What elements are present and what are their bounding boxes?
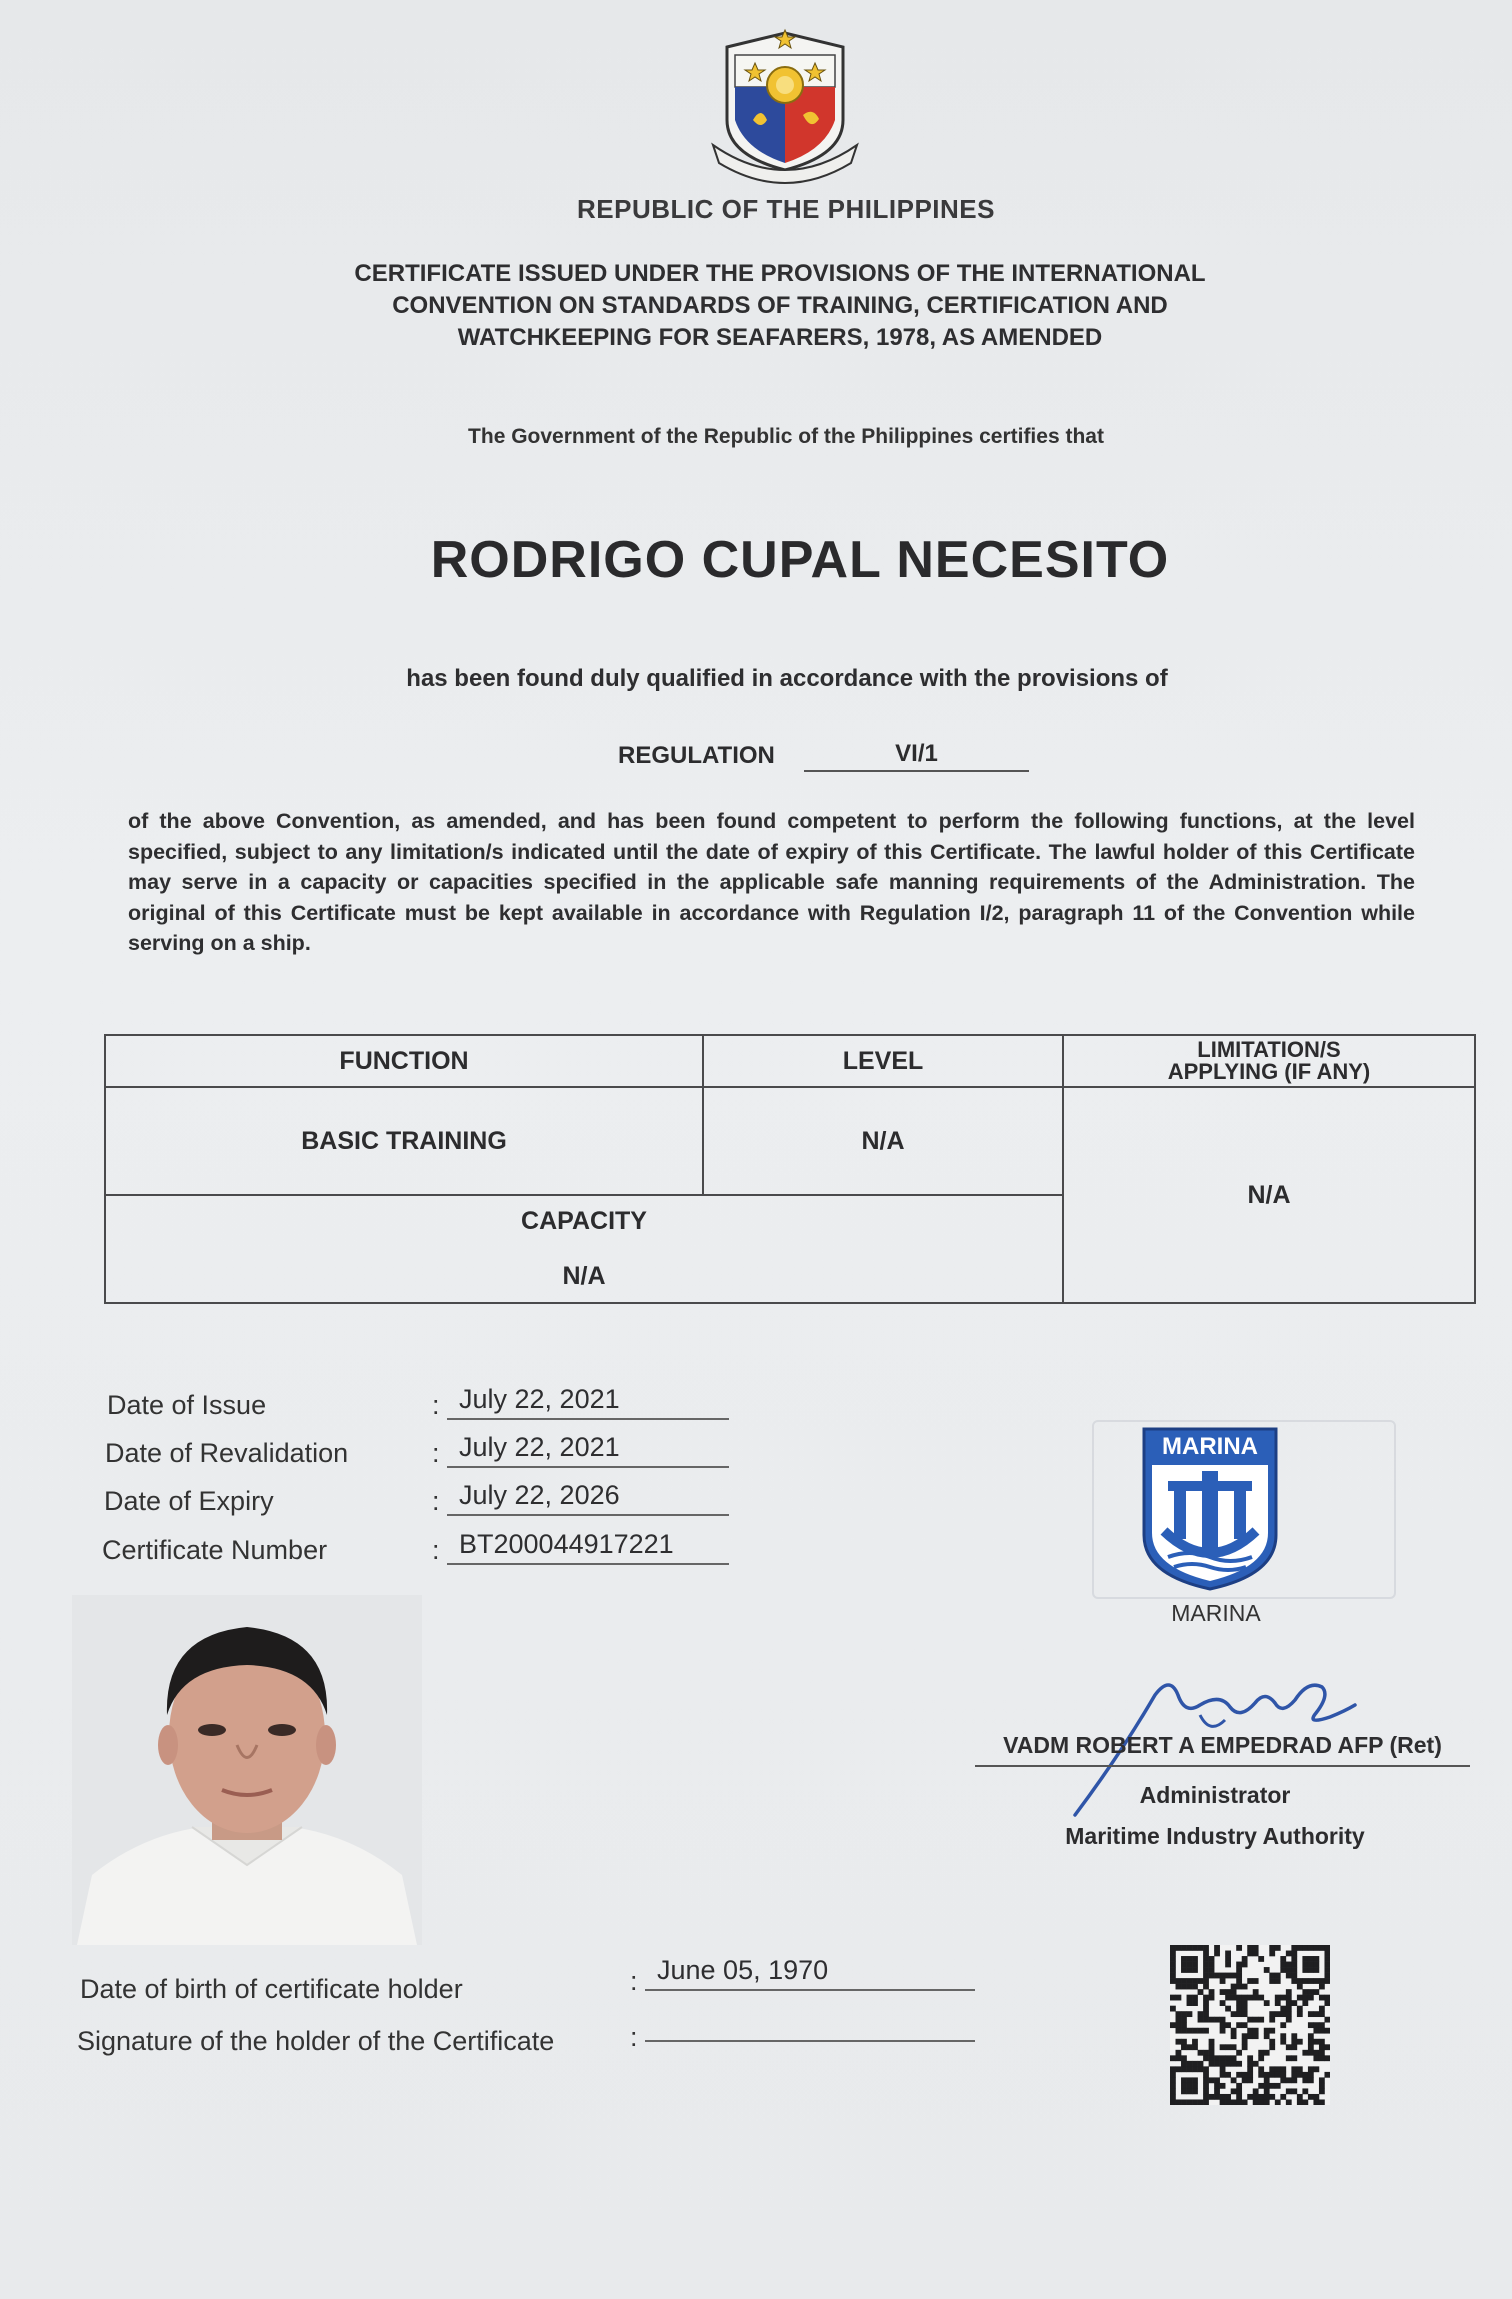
administrator-organization: Maritime Industry Authority — [1065, 1823, 1365, 1849]
capacity-cell — [104, 1194, 1064, 1304]
administrator-title: Administrator — [1139, 1782, 1291, 1808]
qualified-text: has been found duly qualified in accordance with the provisions of — [406, 665, 1168, 692]
administrator-name: VADM ROBERT A EMPEDRAD AFP (Ret) — [975, 1732, 1470, 1767]
holder-signature-line — [645, 2010, 975, 2042]
country-heading: REPUBLIC OF THE PHILIPPINES — [577, 194, 995, 224]
limitations-value: N/A — [1062, 1086, 1476, 1304]
holder-photo — [72, 1595, 422, 1945]
colon: : — [432, 1535, 440, 1565]
capacity-value: N/A — [562, 1262, 606, 1290]
colon: : — [432, 1438, 440, 1468]
level-value: N/A — [702, 1086, 1064, 1196]
certificate-number-value: BT200044917221 — [447, 1529, 729, 1565]
convention-line: CONVENTION ON STANDARDS OF TRAINING, CERTIFICATION AND — [392, 292, 1168, 319]
limitations-header-line: LIMITATION/S — [1197, 1037, 1341, 1062]
qr-code-icon — [1170, 1945, 1330, 2105]
capacity-header: CAPACITY — [521, 1207, 647, 1235]
limitations-header-line: APPLYING (IF ANY) — [1167, 1059, 1371, 1084]
holder-signature-label: Signature of the holder of the Certificate — [77, 2026, 555, 2056]
convention-line: WATCHKEEPING FOR SEAFARERS, 1978, AS AMENDED — [457, 324, 1103, 351]
dob-label: Date of birth of certificate holder — [80, 1974, 463, 2004]
dob-value: June 05, 1970 — [645, 1955, 975, 1991]
date-of-issue-value: July 22, 2021 — [447, 1384, 729, 1420]
date-of-expiry-label: Date of Expiry — [104, 1486, 274, 1516]
colon: : — [630, 1966, 638, 1996]
marina-logo-icon — [1138, 1425, 1282, 1593]
convention-line: CERTIFICATE ISSUED UNDER THE PROVISIONS OF THE INTERNATIONAL — [354, 260, 1206, 287]
body-paragraph: of the above Convention, as amended, and has been found competent to perform the following functions, at the level specified, subject to any limitation/s indicated until the date of expiry of this Certificate. The lawful holder of this Certificate may serve in a capacity or capacities specified in the applicable safe manning requirements of the Administration. The original of this Certificate must be kept available in accordance with Regulation I/2, paragraph 11 of the Convention while serving on a ship. — [128, 809, 1415, 955]
marina-caption: MARINA — [1171, 1600, 1261, 1626]
date-of-expiry-value: July 22, 2026 — [447, 1480, 729, 1516]
function-header: FUNCTION — [104, 1034, 704, 1088]
regulation-value: VI/1 — [804, 740, 1029, 772]
holder-name: RODRIGO CUPAL NECESITO — [430, 531, 1170, 589]
function-table — [104, 1034, 1476, 1304]
marina-logo-text: MARINA — [1162, 1433, 1258, 1460]
certifies-text: The Government of the Republic of the Philippines certifies that — [468, 425, 1104, 448]
regulation-label: REGULATION — [618, 742, 775, 769]
certificate-number-label: Certificate Number — [102, 1535, 328, 1565]
level-header: LEVEL — [702, 1034, 1064, 1088]
colon: : — [432, 1486, 440, 1516]
date-of-revalidation-value: July 22, 2021 — [447, 1432, 729, 1468]
colon: : — [432, 1390, 440, 1420]
date-of-issue-label: Date of Issue — [107, 1390, 267, 1420]
limitations-header — [1062, 1034, 1476, 1088]
philippine-seal-icon — [705, 25, 865, 190]
convention-heading — [240, 258, 1320, 354]
function-value: BASIC TRAINING — [104, 1086, 704, 1196]
date-of-revalidation-label: Date of Revalidation — [105, 1438, 349, 1468]
colon: : — [630, 2022, 638, 2052]
